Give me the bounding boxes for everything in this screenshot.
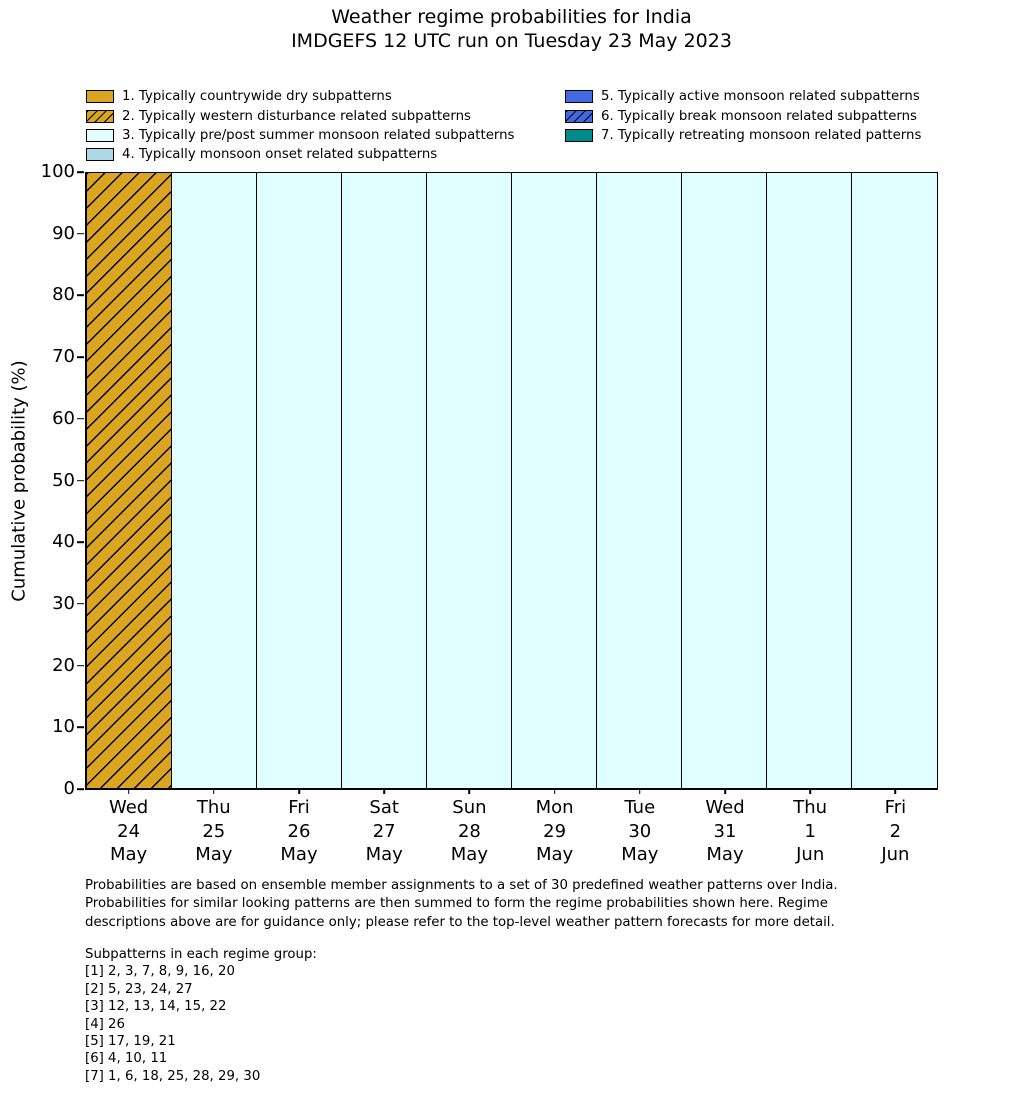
x-tick-mark	[639, 789, 641, 794]
y-tick-label: 70	[52, 346, 75, 368]
legend-item	[86, 126, 514, 145]
legend-label: 1. Typically countrywide dry subpatterns	[122, 89, 392, 105]
subpatterns-group: [4] 26	[85, 1016, 125, 1032]
legend-item	[86, 87, 514, 106]
x-tick-label-line: 30	[628, 820, 652, 842]
bars-container	[86, 172, 938, 789]
y-tick-label: 0	[63, 778, 75, 799]
y-tick-label: 30	[52, 592, 75, 614]
y-tick-mark	[77, 788, 84, 790]
chart-title	[0, 6, 1023, 53]
x-tick-mark	[554, 789, 556, 794]
bar-fri-26-may	[256, 172, 343, 789]
x-tick-label-line: Thu	[196, 797, 231, 818]
subpatterns-group: [1] 2, 3, 7, 8, 9, 16, 20	[85, 964, 235, 980]
bar-thu-1-jun	[766, 172, 853, 789]
subpatterns-group: [6] 4, 10, 11	[85, 1051, 168, 1067]
y-tick-mark	[77, 233, 84, 235]
y-tick-mark	[77, 541, 84, 543]
y-tick-mark	[77, 418, 84, 420]
legend-column-left	[86, 87, 514, 165]
legend-swatch-icon	[86, 129, 114, 142]
bar-tue-30-may	[596, 172, 683, 789]
x-tick-label-line: May	[535, 844, 574, 865]
y-tick-label: 90	[52, 222, 75, 244]
bar-segment	[86, 172, 173, 789]
bar-segment	[596, 172, 683, 789]
legend-swatch-icon	[86, 148, 114, 161]
y-tick-label: 100	[40, 161, 75, 182]
x-tick-label	[793, 796, 827, 867]
bar-segment	[171, 172, 258, 789]
bar-thu-25-may	[171, 172, 258, 789]
legend-item	[565, 126, 921, 145]
y-tick-label: 60	[52, 407, 75, 429]
x-tick-label-line: Fri	[288, 797, 310, 818]
chart-title-line1: Weather regime probabilities for India	[331, 6, 692, 28]
y-tick-label: 20	[52, 654, 75, 676]
bar-wed-31-may	[681, 172, 768, 789]
x-tick-label	[109, 796, 148, 867]
legend-swatch-hatched-icon	[565, 110, 593, 123]
bar-segment	[681, 172, 768, 789]
x-tick-mark	[383, 789, 385, 794]
x-tick-mark	[724, 789, 726, 794]
x-tick-label-line: Jun	[796, 844, 825, 865]
x-tick-mark	[809, 789, 811, 794]
footnote-line: Probabilities are based on ensemble member assignments to a set of 30 predefined weather patterns over India.	[85, 878, 838, 893]
x-tick-label-line: 2	[889, 820, 902, 842]
x-tick-mark	[469, 789, 471, 794]
x-tick-label	[881, 796, 909, 867]
y-tick-label: 50	[52, 469, 75, 491]
legend-label: 4. Typically monsoon onset related subpatterns	[122, 147, 438, 163]
legend-item	[86, 106, 514, 125]
footnote-line: Probabilities for similar looking patterns are then summed to form the regime probabilities shown here. Regime	[85, 896, 828, 912]
bar-segment	[766, 172, 853, 789]
x-tick-mark	[128, 789, 130, 794]
subpatterns-header: Subpatterns in each regime group:	[85, 947, 317, 962]
bar-segment	[256, 172, 343, 789]
x-tick-label-line: Wed	[108, 797, 149, 818]
legend-swatch-hatched-icon	[86, 110, 114, 123]
x-tick-label-line: Mon	[535, 797, 574, 818]
legend-item	[565, 106, 921, 125]
x-tick-label-line: Fri	[884, 797, 907, 818]
bar-segment	[851, 172, 938, 789]
x-tick-label-line: 31	[713, 820, 737, 842]
x-tick-mark	[895, 789, 897, 794]
subpatterns-group: [5] 17, 19, 21	[85, 1034, 176, 1050]
y-tick-label: 10	[52, 716, 75, 738]
bar-segment	[341, 172, 428, 789]
x-tick-label-line: May	[109, 844, 148, 865]
bar-fri-2-jun	[851, 172, 938, 789]
x-tick-label-line: 29	[543, 820, 567, 842]
bar-sat-27-may	[341, 172, 428, 789]
x-tick-label-line: 1	[804, 820, 816, 842]
x-tick-label	[451, 796, 488, 867]
y-tick-mark	[77, 171, 84, 173]
x-tick-label-line: 28	[457, 820, 481, 842]
y-tick-mark	[77, 727, 84, 729]
x-tick-label-line: 24	[117, 820, 141, 842]
legend-item	[86, 145, 514, 164]
x-tick-label-line: Jun	[881, 844, 910, 865]
footnote	[85, 877, 838, 932]
x-tick-label-line: May	[280, 844, 318, 865]
subpatterns-group: [2] 5, 23, 24, 27	[85, 981, 193, 997]
x-tick-label	[366, 796, 403, 867]
x-tick-label-line: 26	[287, 820, 311, 842]
legend-swatch-icon	[565, 90, 593, 103]
legend-label: 5. Typically active monsoon related subpatterns	[601, 89, 920, 105]
legend-swatch-icon	[86, 90, 114, 103]
legend-label: 7. Typically retreating monsoon related patterns	[601, 127, 922, 143]
subpatterns-note	[85, 946, 317, 1085]
x-tick-label	[195, 796, 232, 867]
plot-area	[40, 161, 938, 865]
y-tick-mark	[77, 480, 84, 482]
x-tick-label-line: May	[621, 844, 659, 865]
y-tick-mark	[77, 603, 84, 605]
y-axis-label: Cumulative probability (%)	[8, 360, 30, 602]
x-tick-label-line: Tue	[624, 797, 656, 818]
subpatterns-group: [7] 1, 6, 18, 25, 28, 29, 30	[85, 1068, 261, 1084]
legend-label: 2. Typically western disturbance related subpatterns	[122, 108, 471, 124]
legend-item	[565, 87, 921, 106]
y-tick-mark	[77, 295, 84, 297]
x-tick-label-line: Sun	[452, 797, 487, 818]
x-tick-label-line: May	[195, 844, 233, 865]
x-tick-label-line: Thu	[793, 797, 828, 818]
y-tick-mark	[77, 356, 84, 358]
bar-segment	[511, 172, 598, 789]
y-tick-mark	[77, 665, 84, 667]
bar-mon-29-may	[511, 172, 598, 789]
x-tick-label	[280, 796, 317, 867]
y-tick-label: 40	[52, 531, 75, 553]
chart-title-line2: IMDGEFS 12 UTC run on Tuesday 23 May 2023	[291, 29, 732, 52]
x-tick-label-line: May	[365, 844, 403, 865]
legend-swatch-icon	[565, 129, 593, 142]
x-tick-label-line: Sat	[369, 797, 399, 818]
x-tick-label-line: May	[706, 844, 744, 865]
x-tick-label-line: May	[450, 844, 488, 865]
x-tick-label-line: 25	[202, 820, 226, 842]
x-tick-mark	[298, 789, 300, 794]
footnote-line: descriptions above are for guidance only; please refer to the top-level weather pattern forecasts for more detail.	[85, 914, 835, 930]
legend-label: 6. Typically break monsoon related subpatterns	[601, 108, 917, 124]
x-tick-label-line: Wed	[705, 797, 745, 818]
x-tick-mark	[213, 789, 215, 794]
y-tick-label: 80	[52, 284, 75, 306]
bar-sun-28-may	[426, 172, 513, 789]
bar-wed-24-may	[86, 172, 173, 789]
x-tick-label	[621, 796, 658, 867]
x-tick-label	[705, 796, 744, 867]
x-tick-label	[536, 796, 574, 867]
legend-label: 3. Typically pre/post summer monsoon related subpatterns	[122, 127, 515, 143]
legend-column-right	[565, 87, 921, 145]
bar-segment	[426, 172, 513, 789]
x-tick-label-line: 27	[372, 820, 396, 842]
subpatterns-group: [3] 12, 13, 14, 15, 22	[85, 999, 227, 1015]
